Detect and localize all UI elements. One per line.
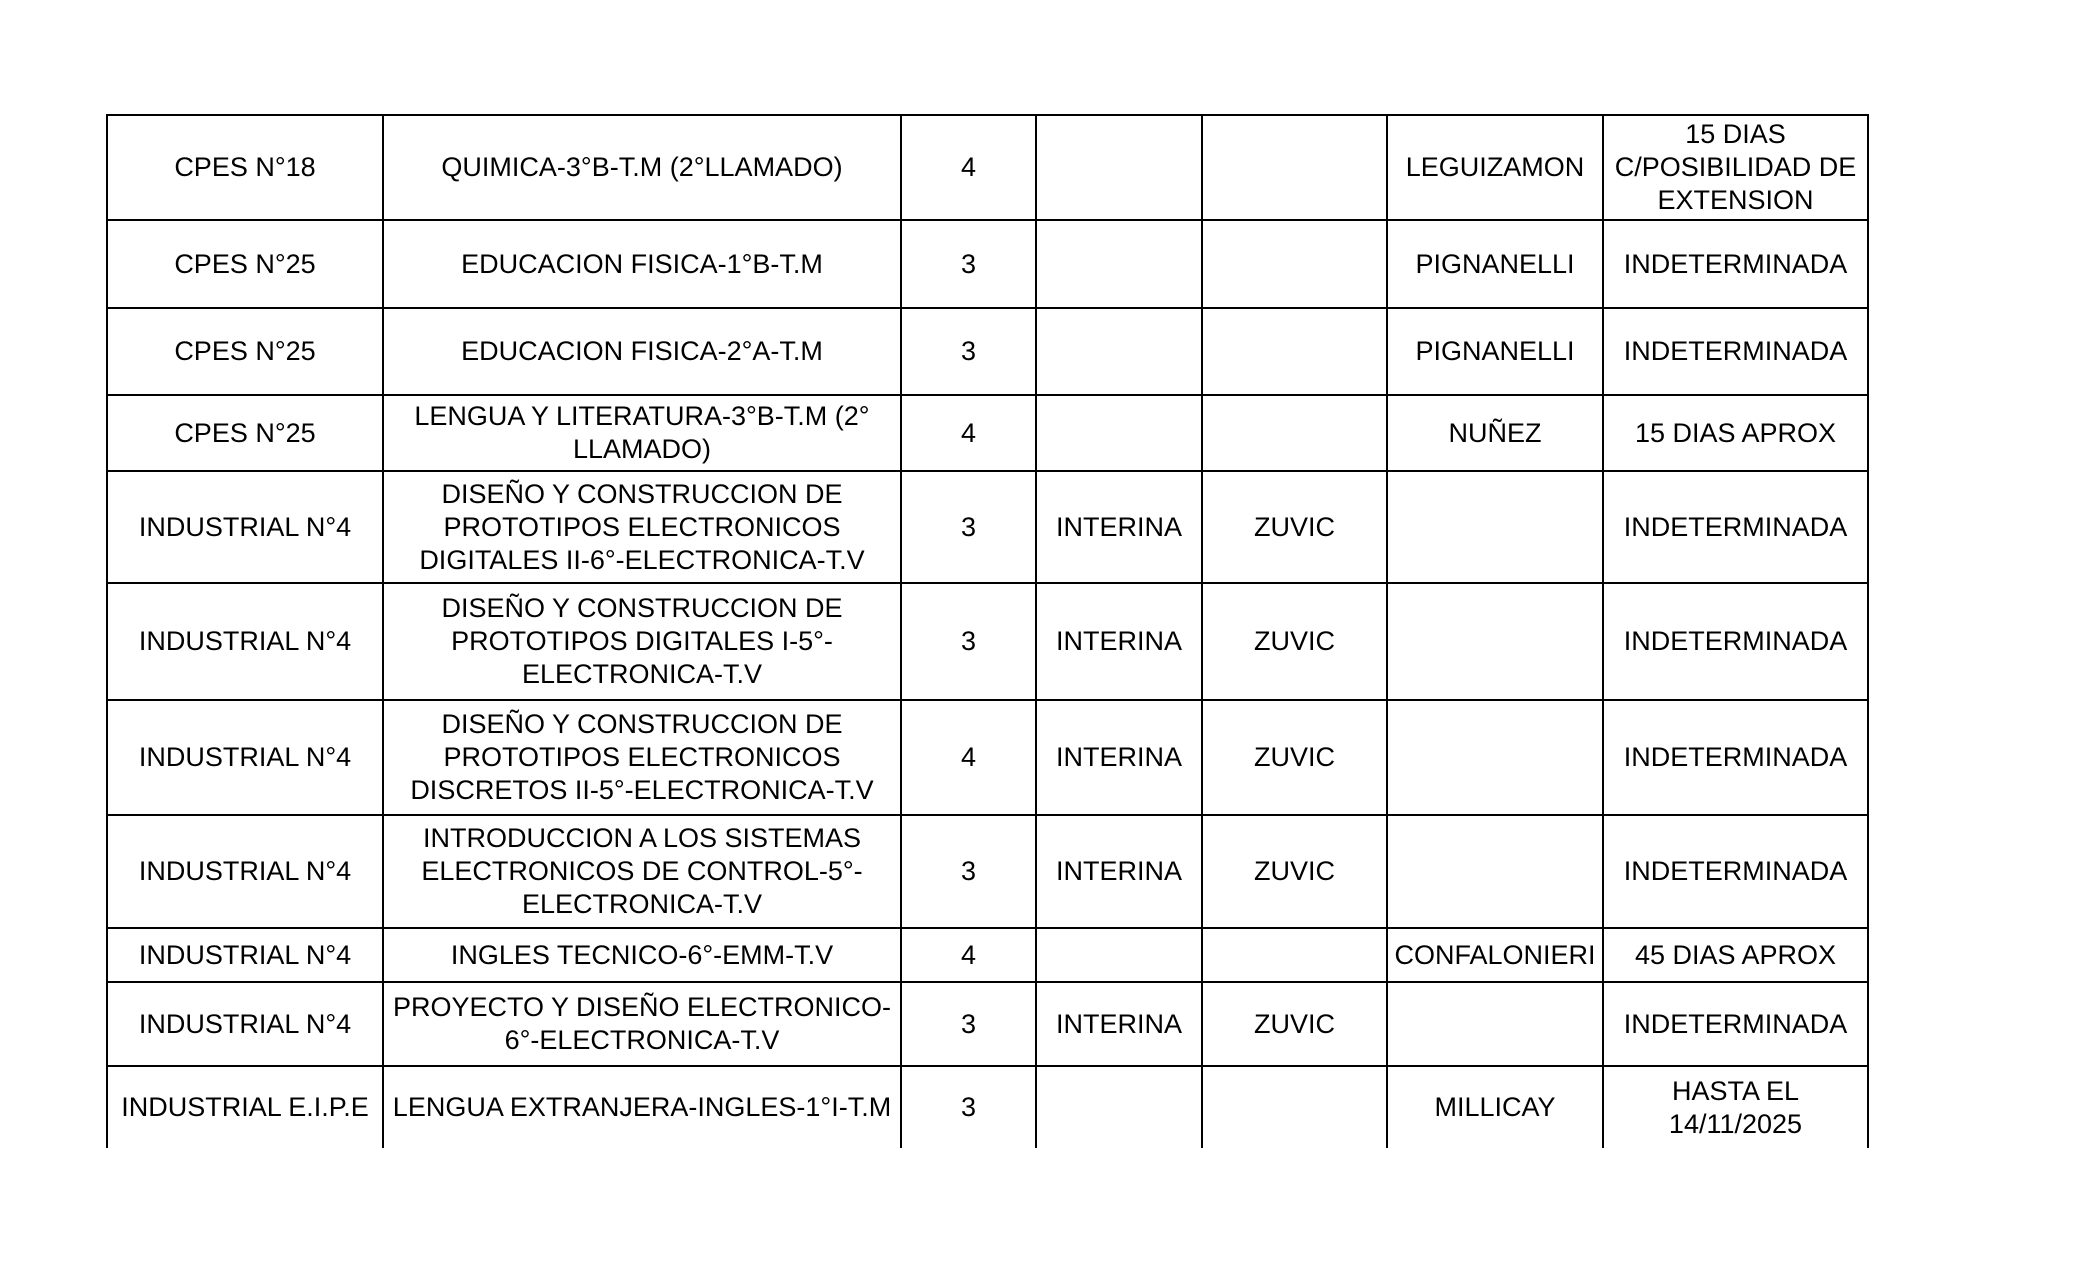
cell-duration: INDETERMINADA bbox=[1603, 815, 1868, 928]
cell-subject: INTRODUCCION A LOS SISTEMAS ELECTRONICOS DE CONTROL-5°-ELECTRONICA-T.V bbox=[383, 815, 901, 928]
cell-hours: 3 bbox=[901, 220, 1036, 308]
cell-hours: 3 bbox=[901, 815, 1036, 928]
cell-status: INTERINA bbox=[1036, 700, 1202, 815]
cell-holder bbox=[1202, 308, 1387, 395]
cell-hours: 3 bbox=[901, 471, 1036, 583]
cell-hours: 3 bbox=[901, 308, 1036, 395]
cell-duration: INDETERMINADA bbox=[1603, 583, 1868, 700]
cell-duration: 15 DIAS C/POSIBILIDAD DE EXTENSION bbox=[1603, 115, 1868, 220]
cell-substitute bbox=[1387, 815, 1603, 928]
cell-substitute: PIGNANELLI bbox=[1387, 220, 1603, 308]
cell-hours: 3 bbox=[901, 583, 1036, 700]
cell-holder: ZUVIC bbox=[1202, 583, 1387, 700]
cell-substitute bbox=[1387, 471, 1603, 583]
cell-hours: 4 bbox=[901, 115, 1036, 220]
cell-status bbox=[1036, 115, 1202, 220]
cell-substitute: MILLICAY bbox=[1387, 1066, 1603, 1148]
cell-duration: INDETERMINADA bbox=[1603, 982, 1868, 1066]
cell-school: INDUSTRIAL N°4 bbox=[107, 583, 383, 700]
cell-school: INDUSTRIAL N°4 bbox=[107, 471, 383, 583]
cell-status: INTERINA bbox=[1036, 471, 1202, 583]
cell-school: INDUSTRIAL N°4 bbox=[107, 928, 383, 982]
cell-duration: INDETERMINADA bbox=[1603, 471, 1868, 583]
cell-school: INDUSTRIAL N°4 bbox=[107, 815, 383, 928]
cell-status bbox=[1036, 220, 1202, 308]
cell-duration: HASTA EL 14/11/2025 bbox=[1603, 1066, 1868, 1148]
cell-subject: EDUCACION FISICA-2°A-T.M bbox=[383, 308, 901, 395]
cell-holder bbox=[1202, 220, 1387, 308]
cell-hours: 3 bbox=[901, 1066, 1036, 1148]
cell-holder: ZUVIC bbox=[1202, 982, 1387, 1066]
cell-subject: LENGUA Y LITERATURA-3°B-T.M (2° LLAMADO) bbox=[383, 395, 901, 471]
table-row bbox=[107, 115, 1868, 220]
cell-school: CPES N°25 bbox=[107, 395, 383, 471]
cell-subject: PROYECTO Y DISEÑO ELECTRONICO-6°-ELECTRONICA-T.V bbox=[383, 982, 901, 1066]
cell-duration: INDETERMINADA bbox=[1603, 220, 1868, 308]
cell-holder bbox=[1202, 928, 1387, 982]
cell-subject: DISEÑO Y CONSTRUCCION DE PROTOTIPOS ELECTRONICOS DIGITALES II-6°-ELECTRONICA-T.V bbox=[383, 471, 901, 583]
cell-subject: DISEÑO Y CONSTRUCCION DE PROTOTIPOS ELECTRONICOS DISCRETOS II-5°-ELECTRONICA-T.V bbox=[383, 700, 901, 815]
cell-status bbox=[1036, 1066, 1202, 1148]
cell-school: CPES N°25 bbox=[107, 308, 383, 395]
table-row bbox=[107, 583, 1868, 700]
cell-subject: EDUCACION FISICA-1°B-T.M bbox=[383, 220, 901, 308]
cell-subject: DISEÑO Y CONSTRUCCION DE PROTOTIPOS DIGITALES I-5°-ELECTRONICA-T.V bbox=[383, 583, 901, 700]
cell-duration: INDETERMINADA bbox=[1603, 308, 1868, 395]
table-row bbox=[107, 308, 1868, 395]
cell-substitute: CONFALONIERI bbox=[1387, 928, 1603, 982]
cell-holder bbox=[1202, 1066, 1387, 1148]
cell-school: INDUSTRIAL N°4 bbox=[107, 700, 383, 815]
cell-status: INTERINA bbox=[1036, 583, 1202, 700]
cell-substitute bbox=[1387, 583, 1603, 700]
cell-status: INTERINA bbox=[1036, 815, 1202, 928]
cell-substitute bbox=[1387, 700, 1603, 815]
table-row bbox=[107, 700, 1868, 815]
table-row bbox=[107, 471, 1868, 583]
cell-substitute: PIGNANELLI bbox=[1387, 308, 1603, 395]
cell-substitute: LEGUIZAMON bbox=[1387, 115, 1603, 220]
cell-holder: ZUVIC bbox=[1202, 471, 1387, 583]
table-row bbox=[107, 395, 1868, 471]
cell-school: INDUSTRIAL E.I.P.E bbox=[107, 1066, 383, 1148]
cell-school: CPES N°25 bbox=[107, 220, 383, 308]
cell-hours: 4 bbox=[901, 395, 1036, 471]
cell-subject: LENGUA EXTRANJERA-INGLES-1°I-T.M bbox=[383, 1066, 901, 1148]
cell-holder bbox=[1202, 115, 1387, 220]
table-row bbox=[107, 928, 1868, 982]
table-row bbox=[107, 220, 1868, 308]
cell-substitute bbox=[1387, 982, 1603, 1066]
cell-holder: ZUVIC bbox=[1202, 815, 1387, 928]
table-row bbox=[107, 1066, 1868, 1148]
cell-substitute: NUÑEZ bbox=[1387, 395, 1603, 471]
table-row bbox=[107, 815, 1868, 928]
cell-subject: QUIMICA-3°B-T.M (2°LLAMADO) bbox=[383, 115, 901, 220]
cell-hours: 4 bbox=[901, 928, 1036, 982]
cell-status: INTERINA bbox=[1036, 982, 1202, 1066]
cell-hours: 4 bbox=[901, 700, 1036, 815]
cell-subject: INGLES TECNICO-6°-EMM-T.V bbox=[383, 928, 901, 982]
cell-school: INDUSTRIAL N°4 bbox=[107, 982, 383, 1066]
cell-duration: 15 DIAS APROX bbox=[1603, 395, 1868, 471]
cell-duration: INDETERMINADA bbox=[1603, 700, 1868, 815]
table-row bbox=[107, 982, 1868, 1066]
cell-holder: ZUVIC bbox=[1202, 700, 1387, 815]
cell-status bbox=[1036, 308, 1202, 395]
vacancy-table bbox=[106, 114, 1869, 1148]
cell-holder bbox=[1202, 395, 1387, 471]
cell-status bbox=[1036, 928, 1202, 982]
cell-status bbox=[1036, 395, 1202, 471]
cell-hours: 3 bbox=[901, 982, 1036, 1066]
cell-school: CPES N°18 bbox=[107, 115, 383, 220]
cell-duration: 45 DIAS APROX bbox=[1603, 928, 1868, 982]
